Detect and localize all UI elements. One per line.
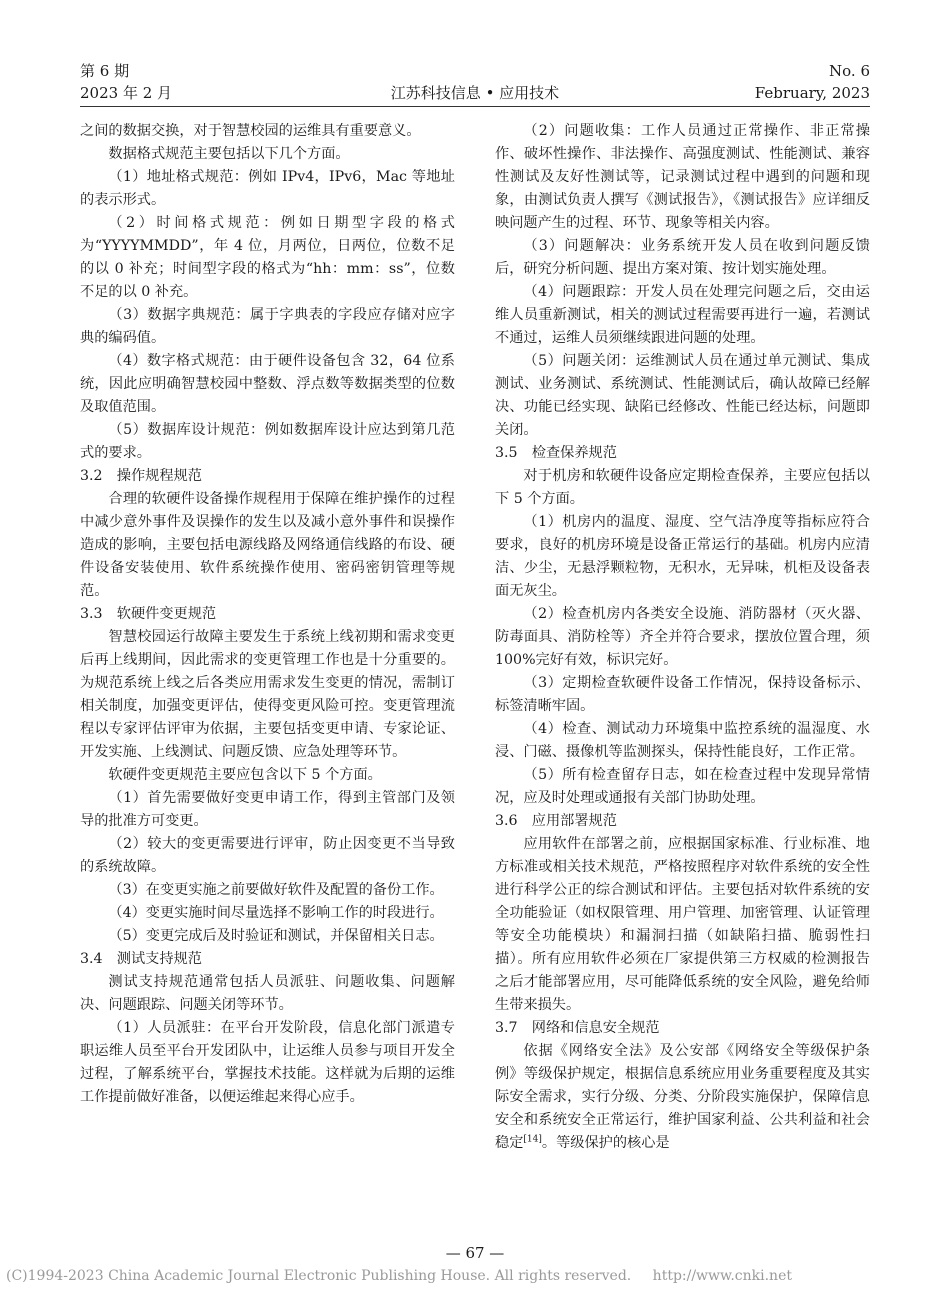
issue-date-en: February, 2023 (754, 84, 870, 102)
paragraph-text: （3）定期检查软硬件设备工作情况，保持设备标示、标签清晰牢固。 (495, 675, 870, 714)
section-title: 操作规程规范 (116, 468, 202, 484)
section-heading (80, 603, 455, 626)
body-paragraph (80, 143, 455, 166)
section-heading (80, 465, 455, 488)
paragraph-text: 对于机房和软硬件设备应定期检查保养，主要应包括以下 5 个方面。 (495, 468, 870, 507)
body-paragraph (495, 1040, 870, 1155)
paragraph-text: 依据《网络安全法》及公安部《网络安全等级保护条例》等级保护规定，根据信息系统应用业务重要程度及其实际安全需求，实行分级、分类、分阶段实施保护，保障信息安全和系统安全正常运行，维护国家利益、公共利益和社会稳定 (495, 1043, 870, 1151)
paragraph-text: （4）数字格式规范：由于硬件设备包含 32，64 位系统，因此应明确智慧校园中整数、浮点数等数据类型的位数及取值范围。 (80, 353, 455, 415)
body-paragraph (80, 419, 455, 465)
paragraph-text: 应用软件在部署之前，应根据国家标准、行业标准、地方标准或相关技术规范，严格按照程序对软件系统的安全性进行科学公正的综合测试和评估。主要包括对软件系统的安全功能验证（如权限管理、用户管理、加密管理、认证管理等安全功能模块）和漏洞扫描（如缺陷扫描、脆弱性扫描）。所有应用软件必须在厂家提供第三方权威的检测报告之后才能部署应用，尽可能降低系统的安全风险，避免给师生带来损失。 (495, 836, 870, 1013)
paragraph-text: （4）问题跟踪：开发人员在处理完问题之后，交由运维人员重新测试，相关的测试过程需要再进行一遍，若测试不通过，运维人员须继续跟进问题的处理。 (495, 284, 870, 346)
body-paragraph (80, 971, 455, 1017)
section-title: 网络和信息安全规范 (531, 1020, 660, 1036)
journal-name: 江苏科技信息 • 应用技术 (390, 84, 560, 102)
body-paragraph (495, 833, 870, 1017)
section-heading (495, 1017, 870, 1040)
paragraph-text: （5）所有检查留存日志，如在检查过程中发现异常情况，应及时处理或通报有关部门协助处理。 (495, 767, 870, 806)
left-column (80, 120, 455, 1109)
paragraph-text: （3）数据字典规范：属于字典表的字段应存储对应字典的编码值。 (80, 307, 455, 346)
paragraph-text: （1）首先需要做好变更申请工作，得到主管部门及领导的批准方可变更。 (80, 790, 455, 829)
body-paragraph (495, 120, 870, 235)
section-title: 软硬件变更规范 (116, 606, 217, 622)
body-paragraph (495, 603, 870, 672)
citation-ref[interactable]: [14] (523, 1134, 542, 1145)
paragraph-text: 测试支持规范通常包括人员派驻、问题收集、问题解决、问题跟踪、问题关闭等环节。 (80, 974, 455, 1013)
body-paragraph (80, 166, 455, 212)
section-number: 3.3 (80, 606, 103, 622)
paragraph-text: （2）较大的变更需要进行评审，防止因变更不当导致的系统故障。 (80, 836, 455, 875)
paragraph-text: 数据格式规范主要包括以下几个方面。 (108, 146, 350, 162)
paragraph-text: （4）变更实施时间尽量选择不影响工作的时段进行。 (108, 905, 444, 921)
paragraph-text: （2）时间格式规范：例如日期型字段的格式为“YYYYMMDD”，年 4 位，月两位，日两位，位数不足的以 0 补充；时间型字段的格式为“hh：mm：ss”，位数不足的以 0 补充。 (80, 215, 455, 300)
body-paragraph (80, 120, 455, 143)
section-heading (80, 948, 455, 971)
right-column (495, 120, 870, 1155)
paragraph-text: （2）问题收集：工作人员通过正常操作、非正常操作、破坏性操作、非法操作、高强度测试、性能测试、兼容性测试及友好性测试等，记录测试过程中遇到的问题和现象，由测试负责人撰写《测试报告》，《测试报告》应详细反映问题产生的过程、环节、现象等相关内容。 (495, 123, 870, 231)
paragraph-text: （2）检查机房内各类安全设施、消防器材（灭火器、防毒面具、消防栓等）齐全并符合要求，摆放位置合理，须 100%完好有效，标识完好。 (495, 606, 870, 668)
issue-number-en: No. 6 (829, 62, 870, 80)
paragraph-text: （1）地址格式规范：例如 IPv4，IPv6，Mac 等地址的表示形式。 (80, 169, 455, 208)
body-paragraph (495, 672, 870, 718)
paragraph-text: （5）问题关闭：运维测试人员在通过单元测试、集成测试、业务测试、系统测试、性能测试后，确认故障已经解决、功能已经实现、缺陷已经修改、性能已经达标，问题即关闭。 (495, 353, 870, 438)
body-paragraph (495, 764, 870, 810)
paragraph-text: 智慧校园运行故障主要发生于系统上线初期和需求变更后再上线期间，因此需求的变更管理工作也是十分重要的。为规范系统上线之后各类应用需求发生变更的情况，需制订相关制度，加强变更评估，使得变更风险可控。变更管理流程以专家评估评审为依据，主要包括变更申请、专家论证、开发实施、上线测试、问题反馈、应急处理等环节。 (80, 629, 455, 760)
body-paragraph (80, 833, 455, 879)
paragraph-text: （5）变更完成后及时验证和测试，并保留相关日志。 (108, 928, 444, 944)
paragraph-text: （3）问题解决：业务系统开发人员在收到问题反馈后，研究分析问题、提出方案对策、按计划实施处理。 (495, 238, 870, 277)
body-paragraph (80, 212, 455, 304)
body-paragraph (495, 511, 870, 603)
body-paragraph (495, 235, 870, 281)
section-number: 3.2 (80, 468, 103, 484)
body-paragraph (80, 764, 455, 787)
paragraph-text: 之间的数据交换，对于智慧校园的运维具有重要意义。 (80, 123, 421, 139)
paragraph-text: 软硬件变更规范主要应包含以下 5 个方面。 (108, 767, 382, 783)
paragraph-text-tail: 。等级保护的核心是 (541, 1135, 670, 1151)
cnki-link[interactable]: http://www.cnki.net (652, 1268, 792, 1284)
issue-date-cn: 2023 年 2 月 (80, 84, 173, 102)
body-paragraph (80, 925, 455, 948)
body-paragraph (80, 1017, 455, 1109)
header-rule (80, 106, 870, 107)
section-heading (495, 442, 870, 465)
body-paragraph (80, 350, 455, 419)
body-paragraph (80, 304, 455, 350)
section-heading (495, 810, 870, 833)
paragraph-text: （1）人员派驻：在平台开发阶段，信息化部门派遣专职运维人员至平台开发团队中，让运维人员参与项目开发全过程，了解系统平台，掌握技术技能。这样就为后期的运维工作提前做好准备，以便运维起来得心应手。 (80, 1020, 455, 1105)
copyright-notice: (C)1994-2023 China Academic Journal Electronic Publishing House. All rights reserved. (6, 1268, 632, 1284)
body-paragraph (80, 879, 455, 902)
page-number: — 67 — (445, 1244, 505, 1262)
paragraph-text: （4）检查、测试动力环境集中监控系统的温湿度、水浸、门磁、摄像机等监测探头，保持性能良好，工作正常。 (495, 721, 870, 760)
paragraph-text: （5）数据库设计规范：例如数据库设计应达到第几范式的要求。 (80, 422, 455, 461)
section-title: 检查保养规范 (531, 445, 617, 461)
section-number: 3.6 (495, 813, 518, 829)
body-paragraph (80, 787, 455, 833)
body-paragraph (495, 465, 870, 511)
paragraph-text: （1）机房内的温度、湿度、空气洁净度等指标应符合要求，良好的机房环境是设备正常运行的基础。机房内应清洁、少尘，无悬浮颗粒物，无积水，无异味，机柜及设备表面无灰尘。 (495, 514, 870, 599)
body-paragraph (80, 902, 455, 925)
paragraph-text: （3）在变更实施之前要做好软件及配置的备份工作。 (108, 882, 444, 898)
paragraph-text: 合理的软硬件设备操作规程用于保障在维护操作的过程中减少意外事件及误操作的发生以及减小意外事件和误操作造成的影响，主要包括电源线路及网络通信线路的布设、硬件设备安装使用、软件系统操作使用、密码密钥管理等规范。 (80, 491, 455, 599)
section-number: 3.7 (495, 1020, 518, 1036)
body-paragraph (80, 488, 455, 603)
section-title: 应用部署规范 (531, 813, 617, 829)
section-title: 测试支持规范 (116, 951, 202, 967)
issue-number: 第 6 期 (80, 62, 130, 80)
running-header-right (755, 60, 870, 104)
body-paragraph (495, 350, 870, 442)
body-paragraph (495, 281, 870, 350)
body-paragraph (80, 626, 455, 764)
body-paragraph (495, 718, 870, 764)
section-number: 3.4 (80, 951, 103, 967)
section-number: 3.5 (495, 445, 518, 461)
